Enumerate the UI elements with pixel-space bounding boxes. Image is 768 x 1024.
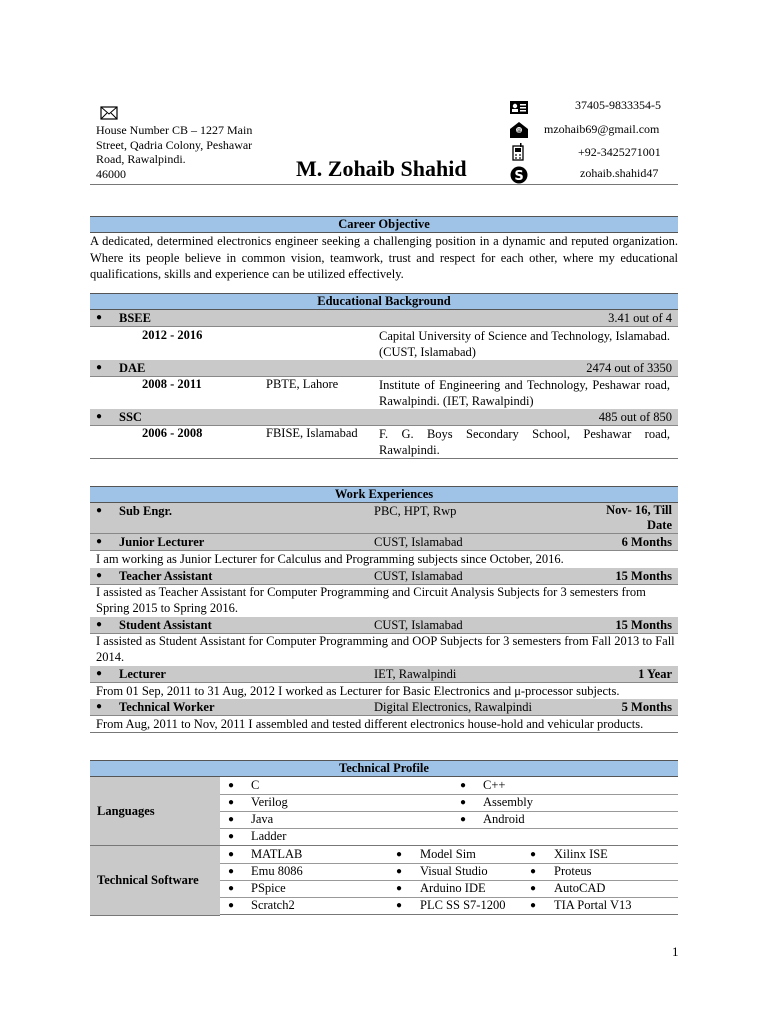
job-org: PBC, HPT, Rwp xyxy=(374,504,457,518)
job-description: I am working as Junior Lecturer for Calculus and Programming subjects since October, 2016. xyxy=(96,552,564,566)
work-row xyxy=(90,617,678,634)
bullet-icon: ● xyxy=(530,900,537,911)
degree-years: 2008 - 2011 xyxy=(142,377,202,391)
degree-institute: Institute of Engineering and Technology, Peshawar road, Rawalpindi. (IET, Rawalpindi) xyxy=(379,378,670,408)
bullet-icon: ● xyxy=(228,831,235,842)
language-row xyxy=(220,777,678,795)
software-item: Arduino IDE xyxy=(420,881,486,895)
job-org: Digital Electronics, Rawalpindi xyxy=(374,700,532,714)
bullet-icon: ● xyxy=(96,701,103,712)
bullet-icon: ● xyxy=(96,362,103,373)
bullet-icon: ● xyxy=(228,797,235,808)
bullet-icon: ● xyxy=(228,883,235,894)
work-row xyxy=(90,666,678,683)
phone-number[interactable]: +92-3425271001 xyxy=(578,145,661,159)
work-heading: Work Experiences xyxy=(90,486,678,503)
address-block xyxy=(96,123,271,181)
job-org: CUST, Islamabad xyxy=(374,618,463,632)
bullet-icon: ● xyxy=(396,900,403,911)
bullet-icon: ● xyxy=(96,312,103,323)
job-description: From 01 Sep, 2011 to 31 Aug, 2012 I worked as Lecturer for Basic Electronics and μ-processor subjects. xyxy=(96,684,620,698)
language-row xyxy=(220,828,678,846)
software-label-cell xyxy=(90,846,220,916)
education-row-dae xyxy=(90,360,678,377)
software-item: AutoCAD xyxy=(554,881,606,895)
software-row xyxy=(220,897,678,915)
envelope-icon xyxy=(100,106,118,124)
degree-years: 2006 - 2008 xyxy=(142,426,203,440)
bullet-icon: ● xyxy=(96,668,103,679)
cnic-number: 37405-9833354-5 xyxy=(575,98,661,112)
software-item: TIA Portal V13 xyxy=(554,898,632,912)
language-item: Android xyxy=(483,812,525,826)
job-org: CUST, Islamabad xyxy=(374,569,463,583)
degree-institute: F. G. Boys Secondary School, Peshawar road, Rawalpindi. xyxy=(379,427,670,457)
software-item: Visual Studio xyxy=(420,864,488,878)
education-row-ssc xyxy=(90,409,678,426)
degree-board: FBISE, Islamabad xyxy=(266,426,358,440)
degree-years: 2012 - 2016 xyxy=(142,328,203,342)
job-org: CUST, Islamabad xyxy=(374,535,463,549)
software-item: Proteus xyxy=(554,864,592,878)
work-row xyxy=(90,534,678,551)
education-heading: Educational Background xyxy=(90,293,678,310)
bullet-icon: ● xyxy=(396,883,403,894)
svg-text:@: @ xyxy=(516,128,522,134)
bullet-icon: ● xyxy=(228,814,235,825)
page-number: 1 xyxy=(672,944,679,959)
address-line: House Number CB – 1227 Main xyxy=(96,123,253,137)
languages-label-cell xyxy=(90,777,220,846)
language-item: C++ xyxy=(483,778,506,792)
languages-label: Languages xyxy=(97,804,155,818)
bullet-icon: ● xyxy=(96,505,103,516)
bullet-icon: ● xyxy=(396,849,403,860)
bullet-icon: ● xyxy=(460,797,467,808)
address-line: 46000 xyxy=(96,166,126,181)
bullet-icon: ● xyxy=(460,780,467,791)
work-row xyxy=(90,699,678,716)
section-divider xyxy=(90,458,678,459)
degree-institute: Capital University of Science and Technology, Islamabad. (CUST, Islamabad) xyxy=(379,329,670,359)
language-item: C xyxy=(251,778,260,792)
career-objective-text: A dedicated, determined electronics engineer seeking a challenging position in a dynamic and reputed organization. Where its people believe in common vision, teamwork, trust and respect for each other, where my educational qualifications, skills and experience can be utilized effectively. xyxy=(90,234,678,281)
technical-heading: Technical Profile xyxy=(90,760,678,777)
job-duration: 6 Months xyxy=(621,535,672,549)
bullet-icon: ● xyxy=(460,814,467,825)
education-row-bsee xyxy=(90,310,678,327)
bullet-icon: ● xyxy=(228,866,235,877)
job-duration: 5 Months xyxy=(621,700,672,714)
software-row xyxy=(220,863,678,881)
address-line: Road, Rawalpindi. xyxy=(96,152,186,166)
software-label: Technical Software xyxy=(97,873,199,887)
language-row xyxy=(220,794,678,812)
bullet-icon: ● xyxy=(530,866,537,877)
bullet-icon: ● xyxy=(228,780,235,791)
job-org: IET, Rawalpindi xyxy=(374,667,457,681)
address-line: Street, Qadria Colony, Peshawar xyxy=(96,137,253,152)
degree-name: BSEE xyxy=(119,311,151,325)
job-title: Teacher Assistant xyxy=(119,569,213,583)
skype-id[interactable]: zohaib.shahid47 xyxy=(580,166,659,180)
candidate-name: M. Zohaib Shahid xyxy=(296,156,467,181)
bullet-icon: ● xyxy=(228,849,235,860)
bullet-icon: ● xyxy=(228,900,235,911)
bullet-icon: ● xyxy=(530,849,537,860)
degree-board: PBTE, Lahore xyxy=(266,377,339,391)
degree-name: DAE xyxy=(119,361,146,375)
bullet-icon: ● xyxy=(96,411,103,422)
language-item: Java xyxy=(251,812,274,826)
phone-icon xyxy=(511,143,525,165)
degree-score: 485 out of 850 xyxy=(598,410,672,424)
job-description: I assisted as Teacher Assistant for Computer Programming and Circuit Analysis Subjects for 3 semesters from Spring 2015 to Spring 2016. xyxy=(96,585,646,615)
job-duration: 15 Months xyxy=(615,569,672,583)
section-divider xyxy=(90,732,678,733)
job-description: From Aug, 2011 to Nov, 2011 I assembled and tested different electronics house-hold and vehicular products. xyxy=(96,717,644,731)
header-divider xyxy=(90,184,678,185)
software-item: Model Sim xyxy=(420,847,476,861)
job-duration: 15 Months xyxy=(615,618,672,632)
job-title: Lecturer xyxy=(119,667,166,681)
degree-score: 3.41 out of 4 xyxy=(608,311,672,325)
language-row xyxy=(220,811,678,829)
job-duration: Nov- 16, Till Date xyxy=(606,503,672,532)
job-title: Sub Engr. xyxy=(119,504,173,518)
job-title: Junior Lecturer xyxy=(119,535,205,549)
degree-score: 2474 out of 3350 xyxy=(586,361,672,375)
software-row xyxy=(220,880,678,898)
language-item: Ladder xyxy=(251,829,287,843)
software-item: PLC SS S7-1200 xyxy=(420,898,506,912)
software-item: MATLAB xyxy=(251,847,303,861)
work-row xyxy=(90,568,678,585)
software-item: Xilinx ISE xyxy=(554,847,608,861)
language-item: Assembly xyxy=(483,795,533,809)
work-row xyxy=(90,503,678,534)
software-row xyxy=(220,846,678,864)
software-item: Emu 8086 xyxy=(251,864,303,878)
bullet-icon: ● xyxy=(96,570,103,581)
email-icon xyxy=(509,121,529,143)
career-objective-heading: Career Objective xyxy=(90,216,678,233)
email-address[interactable]: mzohaib69@gmail.com xyxy=(544,122,660,136)
software-item: PSpice xyxy=(251,881,286,895)
bullet-icon: ● xyxy=(96,619,103,630)
job-duration: 1 Year xyxy=(638,667,672,681)
language-item: Verilog xyxy=(251,795,288,809)
job-title: Student Assistant xyxy=(119,618,212,632)
id-card-icon xyxy=(510,101,528,118)
bullet-icon: ● xyxy=(530,883,537,894)
degree-name: SSC xyxy=(119,410,142,424)
job-description: I assisted as Student Assistant for Computer Programming and OOP Subjects for 3 semesters from Fall 2013 to Fall 2014. xyxy=(96,634,675,664)
job-title: Technical Worker xyxy=(119,700,215,714)
svg-text:S: S xyxy=(514,169,524,184)
software-item: Scratch2 xyxy=(251,898,295,912)
bullet-icon: ● xyxy=(396,866,403,877)
bullet-icon: ● xyxy=(96,536,103,547)
